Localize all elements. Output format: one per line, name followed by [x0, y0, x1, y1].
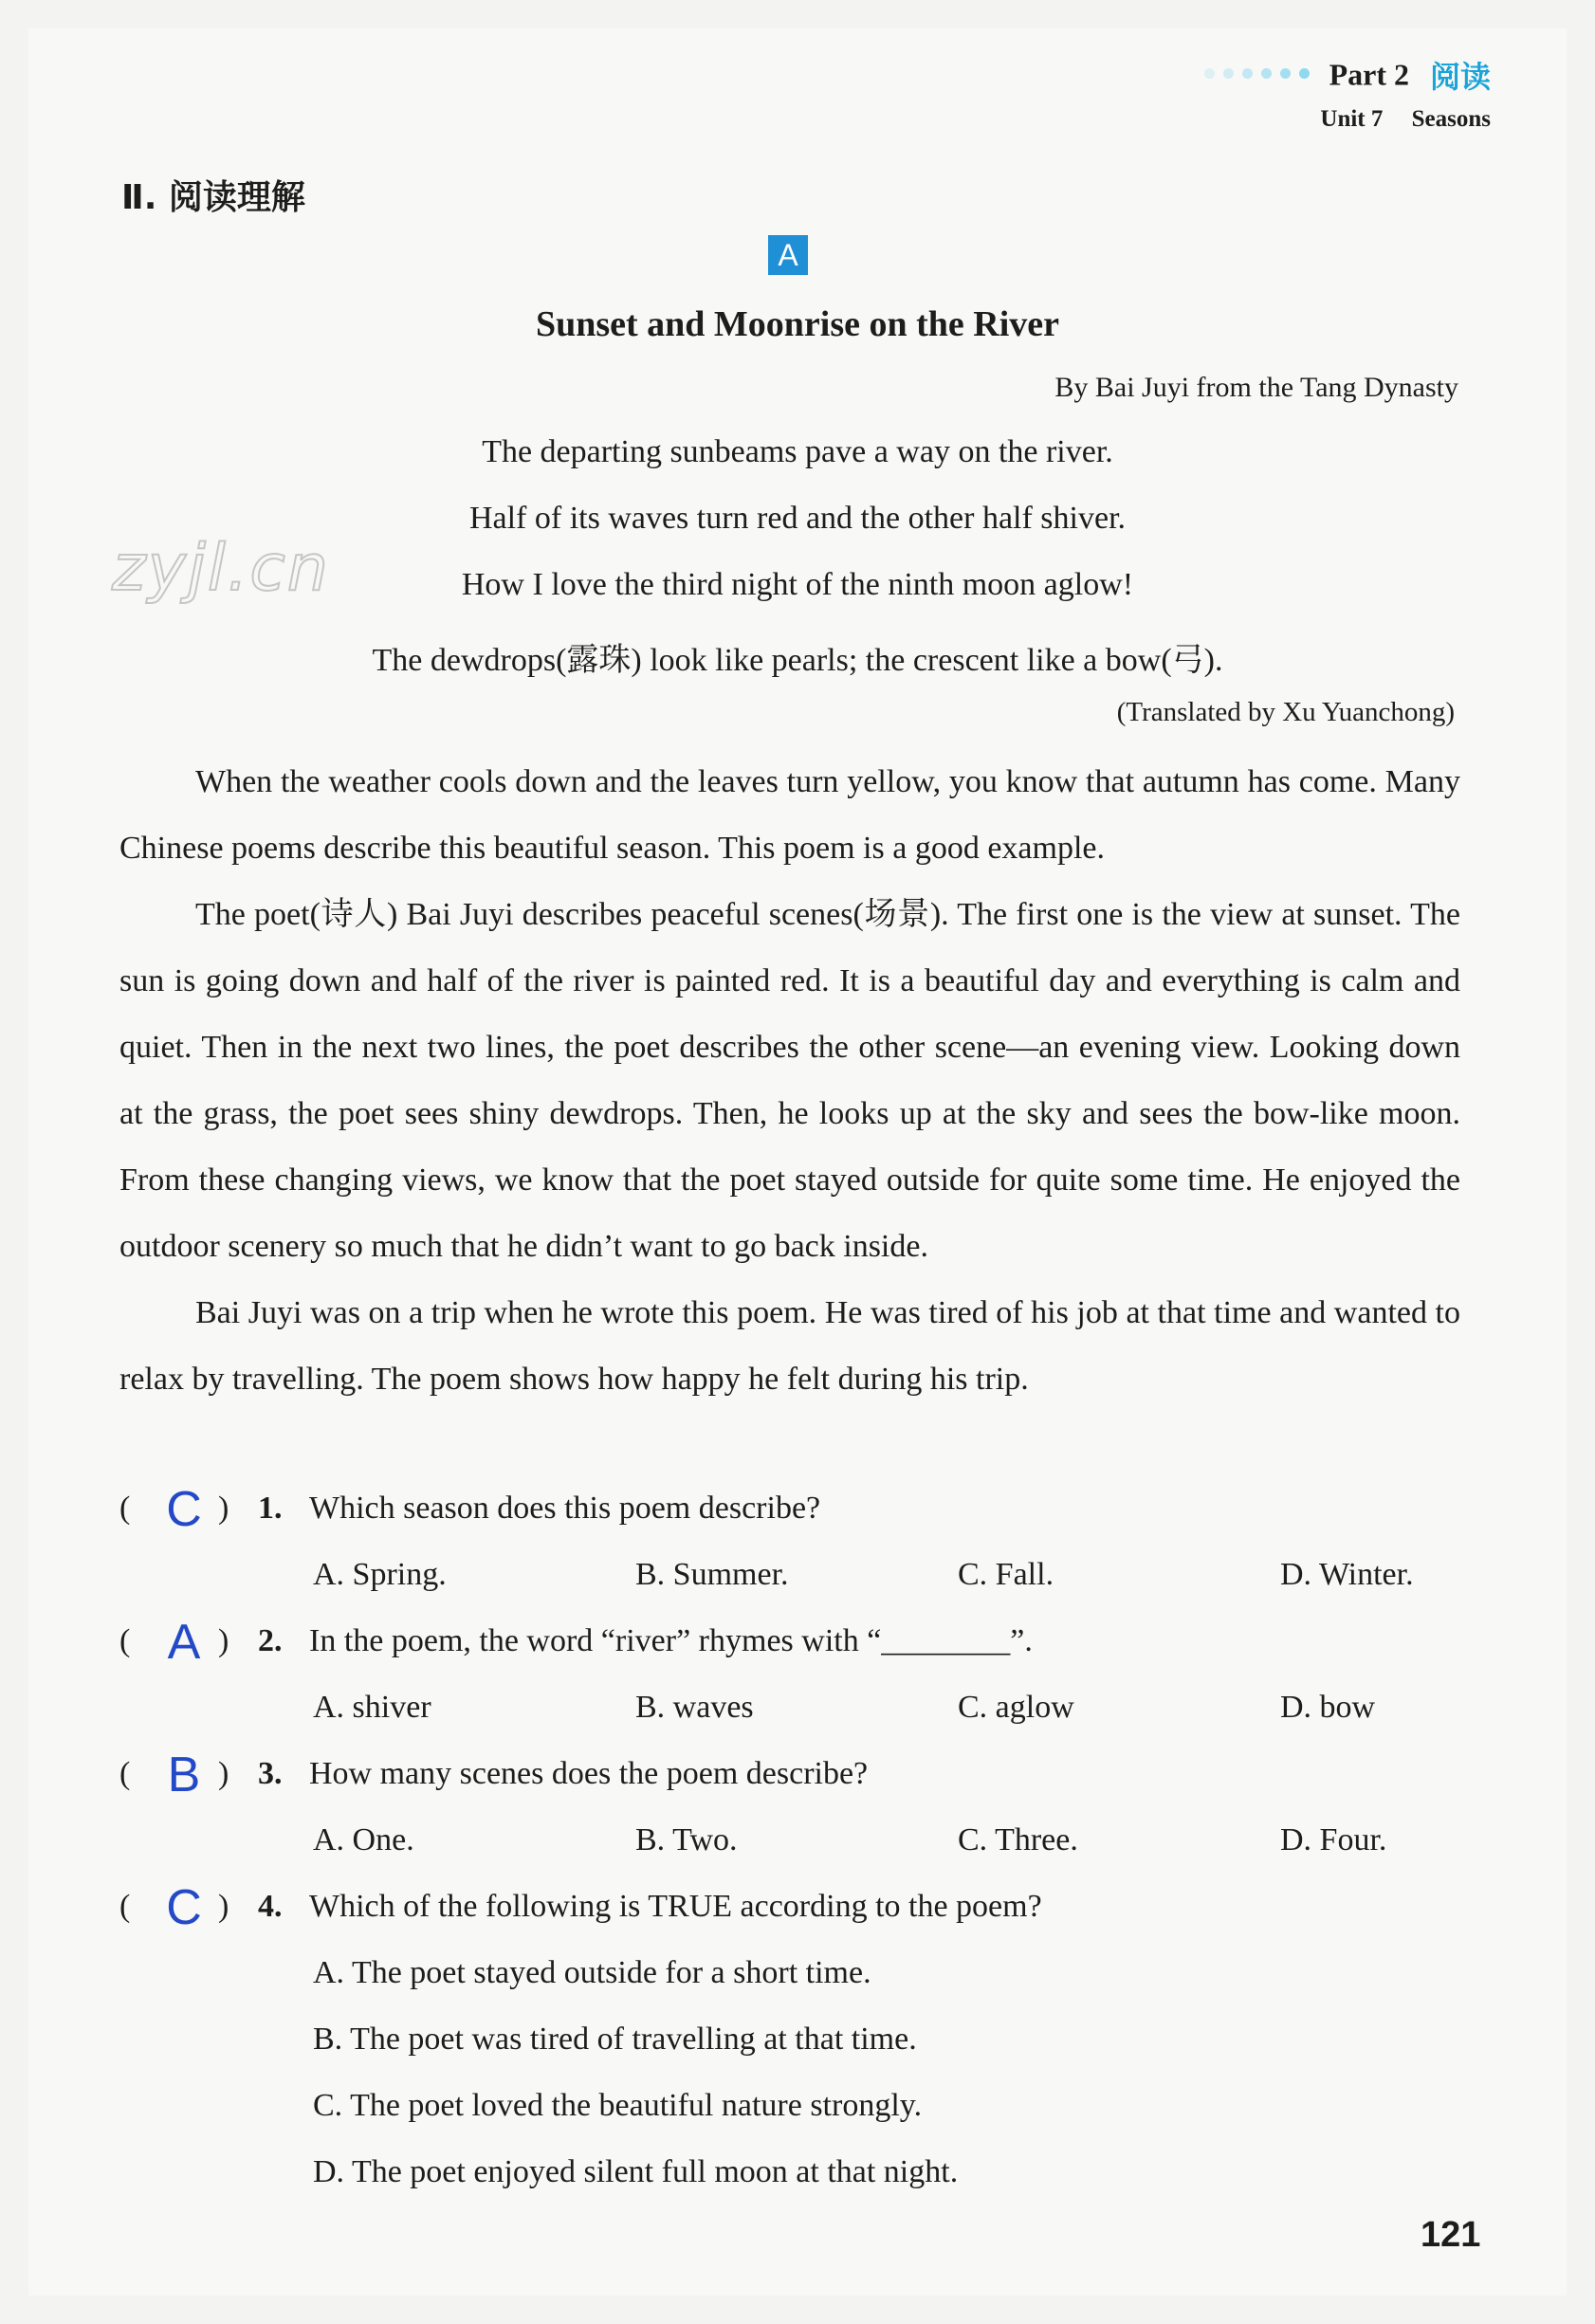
- answer-mark: C: [166, 1482, 202, 1537]
- option: D. The poet enjoyed silent full moon at that night.: [313, 2154, 959, 2189]
- question-number: 4.: [258, 1889, 283, 1924]
- question-text: Which season does this poem describe?: [309, 1491, 821, 1526]
- option: C. aglow: [958, 1690, 1074, 1725]
- option: A. One.: [313, 1822, 414, 1857]
- option: B. waves: [635, 1690, 754, 1725]
- decorative-dots: [1204, 66, 1318, 83]
- section-title: Ⅱ. 阅读理解: [121, 178, 305, 217]
- paragraph: When the weather cools down and the leaves turn yellow, you know that autumn has come. Many Chinese poems describe this beautiful season. This poem is a good example.: [119, 764, 1460, 866]
- option: C. Fall.: [958, 1557, 1054, 1592]
- unit-title: Seasons: [1411, 106, 1491, 132]
- paragraph: The poet(诗人) Bai Juyi describes peaceful scenes(场景). The first one is the view at sunset. The sun is going down and half of the river is painted red. It is a beautiful day and everything is calm and quiet. Then in the next two lines, the poet describes the other scene—an evening view. Looking down at the grass, the poet sees shiny dewdrops. Then, he looks up at the sky and sees the bow-like moon. From these changing views, we know that the poet stayed outside for quite some time. He enjoyed the outdoor scenery so much that he didn’t want to go back inside.: [119, 897, 1460, 1264]
- passage-badge: A: [768, 235, 808, 275]
- translator-credit: (Translated by Xu Yuanchong): [1116, 697, 1455, 727]
- question-text: Which of the following is TRUE according to the poem?: [309, 1889, 1042, 1924]
- poem-line: How I love the third night of the ninth moon aglow!: [461, 567, 1134, 602]
- page-number: 121: [1421, 2215, 1481, 2255]
- page-header: [1204, 53, 1491, 133]
- option: A. shiver: [313, 1690, 431, 1725]
- option: B. The poet was tired of travelling at that time.: [313, 2022, 917, 2057]
- option: C. Three.: [958, 1822, 1078, 1857]
- question-text: How many scenes does the poem describe?: [309, 1756, 869, 1791]
- part-label: Part 2: [1329, 57, 1409, 92]
- passage-body: [119, 749, 1460, 1413]
- option: A. Spring.: [313, 1557, 447, 1592]
- question-number: 1.: [258, 1491, 283, 1526]
- option: B. Summer.: [635, 1557, 789, 1592]
- paragraph: Bai Juyi was on a trip when he wrote this poem. He was tired of his job at that time and wanted to relax by travelling. The poem shows how happy he felt during his trip.: [119, 1295, 1460, 1397]
- poem-line: The departing sunbeams pave a way on the river.: [482, 434, 1113, 469]
- option: D. bow: [1280, 1690, 1376, 1725]
- option: C. The poet loved the beautiful nature strongly.: [313, 2088, 923, 2123]
- answer-mark: A: [167, 1615, 201, 1670]
- passage-author: By Bai Juyi from the Tang Dynasty: [1054, 372, 1458, 403]
- answer-mark: C: [166, 1880, 202, 1935]
- passage-title: Sunset and Moonrise on the River: [535, 304, 1060, 344]
- option: A. The poet stayed outside for a short time.: [313, 1955, 871, 1990]
- option: D. Winter.: [1280, 1557, 1414, 1592]
- poem-line: Half of its waves turn red and the other half shiver.: [468, 501, 1127, 536]
- question-text: In the poem, the word “river” rhymes with “________”.: [309, 1623, 1033, 1658]
- option: D. Four.: [1280, 1822, 1387, 1857]
- question-number: 2.: [258, 1623, 283, 1658]
- poem-line: The dewdrops(露珠) look like pearls; the crescent like a bow(弓).: [372, 643, 1223, 678]
- question-number: 3.: [258, 1756, 283, 1791]
- unit-label: Unit 7: [1320, 106, 1384, 132]
- option: B. Two.: [635, 1822, 738, 1857]
- watermark: zyjl.cn: [112, 531, 330, 606]
- part-label-cn: 阅读: [1429, 59, 1491, 95]
- answer-mark: B: [167, 1748, 201, 1802]
